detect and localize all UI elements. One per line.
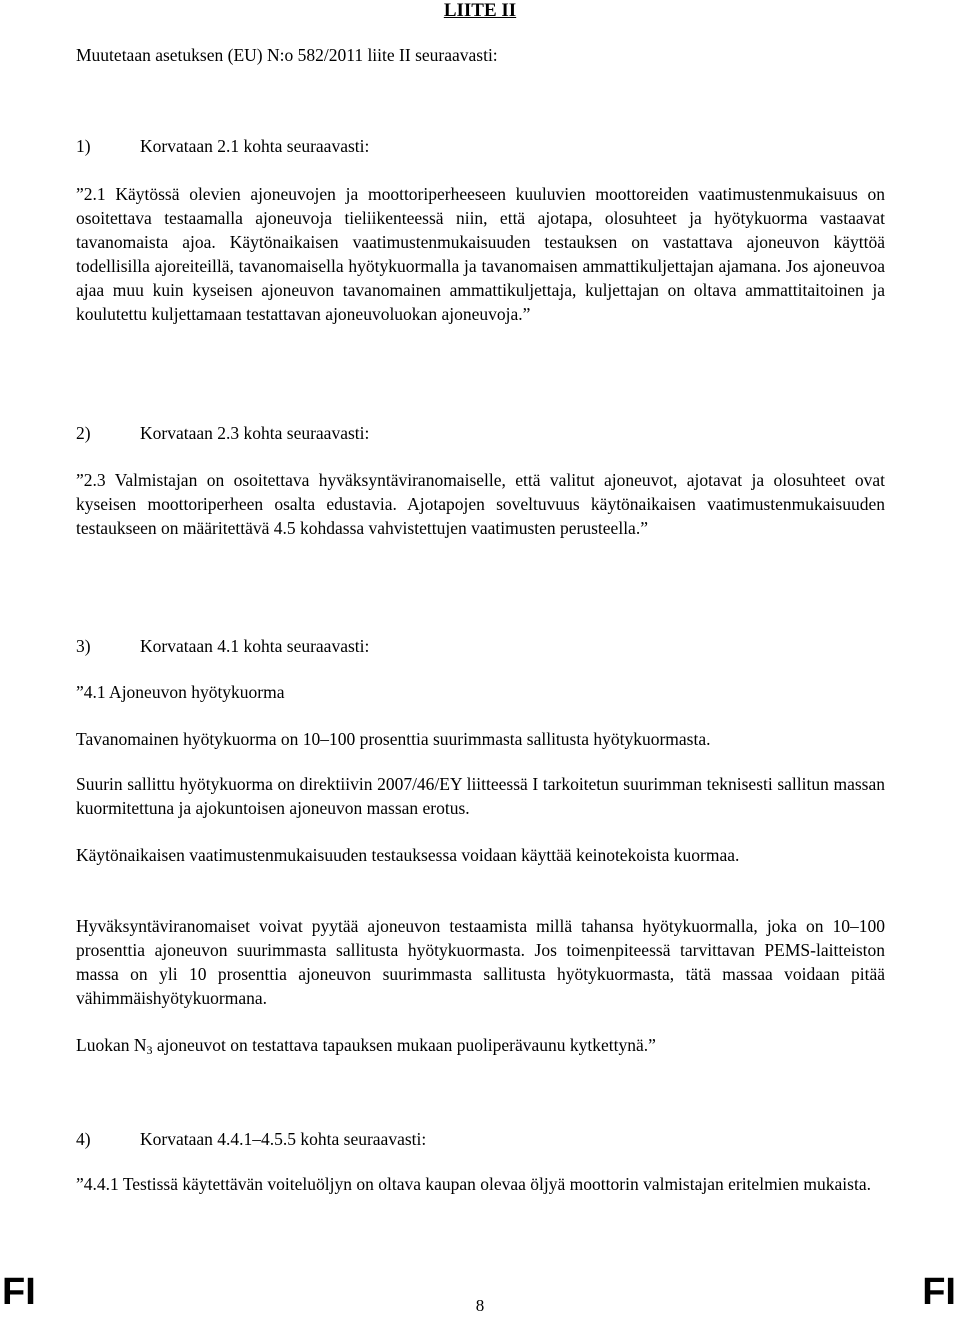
- text-run: Luokan N: [76, 1035, 147, 1055]
- section-4-1-paragraph-1: [76, 727, 885, 751]
- section-4-1-paragraph-3: [76, 843, 885, 867]
- section-4-1-heading-text: ”4.1 Ajoneuvon hyötykuorma: [76, 682, 285, 702]
- annex-title: LIITE II: [443, 0, 517, 21]
- section-4-1-paragraph-4: [76, 914, 885, 1010]
- footer-language-code-right: FI: [922, 1271, 956, 1313]
- section-2-1: [76, 182, 885, 326]
- intro-text: [76, 43, 885, 67]
- section-2-3-text: ”2.3 Valmistajan on osoitettava hyväksyntäviranomaiselle, että valitut ajoneuvot, ajotavat ja olosuhteet ovat kyseisen moottoriperheen osalta edustavia. Ajotapojen soveltuvuus käytönaikaisen vaatimustenmukaisuuden testaukseen on määritettävä 4.5 kohdassa vahvistettujen vaatimusten perusteella.”: [76, 470, 885, 538]
- section-4-4-1-text: ”4.4.1 Testissä käytettävän voiteluöljyn on oltava kaupan olevaa öljyä moottorin valmistajan eritelmien mukaista.: [76, 1174, 871, 1194]
- item-number: 3): [76, 636, 91, 656]
- section-4-4-1: [76, 1172, 885, 1196]
- page-number: 8: [475, 1296, 485, 1315]
- section-2-1-text: ”2.1 Käytössä olevien ajoneuvojen ja moottoriperheeseen kuuluvien moottoreiden vaatimustenmukaisuus on osoitettava testaamalla ajoneuvoja tieliikenteessä niin, että ajotapa, olosuhteet ja hyötykuorma vastaavat tavanomaista ajoa. Käytönaikaisen vaatimustenmukaisuuden testauksen on vastattava ajoneuvon käyttöä todellisilla ajoreiteillä, tavanomaisella hyötykuormalla ja tavanomaisen ammattikuljettajan ajamana. Jos ajoneuvoa ajaa muu kuin kyseisen ajoneuvon tavanomainen ammattikuljettaja, kuljettajan on oltava ammattitaitoinen ja koulutettu kuljettamaan testattavan ajoneuvoluokan ajoneuvoja.”: [76, 184, 885, 324]
- paragraph-text: Tavanomainen hyötykuorma on 10–100 prosenttia suurimmasta sallitusta hyötykuormasta.: [76, 729, 711, 749]
- subscript: 3: [146, 1043, 153, 1057]
- section-4-1-heading: [76, 680, 885, 704]
- paragraph-text: Suurin sallittu hyötykuorma on direktiivin 2007/46/EY liitteessä I tarkoitetun suurimman teknisesti sallitun massan kuormitettuna ja ajokuntoisen ajoneuvon massan erotus.: [76, 774, 885, 818]
- amendment-item-4: [76, 1127, 885, 1151]
- item-number: 4): [76, 1129, 91, 1149]
- paragraph-text: Hyväksyntäviranomaiset voivat pyytää ajoneuvon testaamista millä tahansa hyötykuormalla, joka on 10–100 prosenttia ajoneuvon suurimmasta sallitusta hyötykuormasta. Jos toimenpiteessä tarvittavan PEMS-laitteiston massa on yli 10 prosenttia ajoneuvon suurimmasta sallitusta hyötykuormasta, tätä massaa voidaan pitää vähimmäishyötykuormana.: [76, 916, 885, 1008]
- section-4-1-paragraph-5: [76, 1033, 885, 1057]
- amendment-item-3: [76, 634, 885, 658]
- item-number: 2): [76, 423, 91, 443]
- footer-language-code-left: FI: [2, 1271, 36, 1313]
- paragraph-text: Käytönaikaisen vaatimustenmukaisuuden testauksessa voidaan käyttää keinotekoista kuormaa.: [76, 845, 740, 865]
- item-label: Korvataan 4.4.1–4.5.5 kohta seuraavasti:: [140, 1129, 427, 1149]
- section-4-1-paragraph-2: [76, 772, 885, 820]
- item-label: Korvataan 2.1 kohta seuraavasti:: [140, 136, 370, 156]
- text-run: ajoneuvot on testattava tapauksen mukaan puoliperävaunu kytkettynä.”: [152, 1035, 656, 1055]
- amendment-item-2: [76, 421, 885, 445]
- paragraph-text: [76, 1033, 885, 1057]
- item-label: Korvataan 4.1 kohta seuraavasti:: [140, 636, 370, 656]
- item-label: Korvataan 2.3 kohta seuraavasti:: [140, 423, 370, 443]
- amendment-item-1: [76, 134, 885, 158]
- item-number: 1): [76, 136, 91, 156]
- section-2-3: [76, 468, 885, 540]
- intro-paragraph: Muutetaan asetuksen (EU) N:o 582/2011 liite II seuraavasti:: [76, 45, 498, 65]
